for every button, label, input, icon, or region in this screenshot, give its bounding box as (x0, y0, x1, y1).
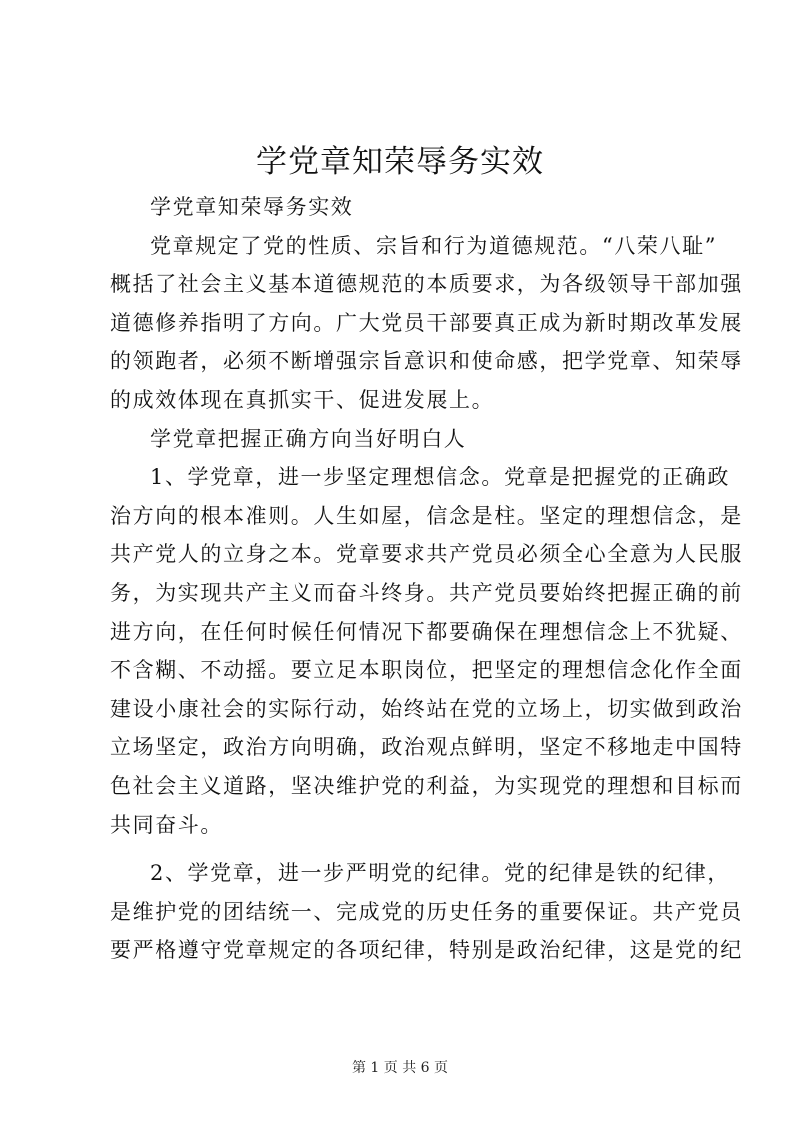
text-line: 道德修养指明了方向。广大党员干部要真正成为新时期改革发展 (110, 310, 743, 335)
text-line: 共产党人的立身之本。党章要求共产党员必须全心全意为人民服 (110, 542, 743, 567)
subtitle-line: 学党章知荣辱务实效 (150, 195, 354, 219)
text-line: 不含糊、不动摇。要立足本职岗位，把坚定的理想信念化作全面 (110, 658, 743, 683)
text-line: 进方向，在任何时候任何情况下都要确保在理想信念上不犹疑、 (110, 619, 743, 644)
text-line: 务，为实现共产主义而奋斗终身。共产党员要始终把握正确的前 (110, 580, 743, 605)
text-line: 是维护党的团结统一、完成党的历史任务的重要保证。共产党员 (110, 899, 743, 924)
text-line: 共同奋斗。 (110, 812, 223, 837)
text-line: 立场坚定，政治方向明确，政治观点鲜明，坚定不移地走中国特 (110, 735, 743, 760)
text-line: 的成效体现在真抓实干、促进发展上。 (110, 387, 495, 412)
text-line: 2、学党章，进一步严明党的纪律。党的纪律是铁的纪律， (150, 861, 730, 886)
text-line: 党章规定了党的性质、宗旨和行为道德规范。“八荣八耻” (150, 233, 718, 258)
text-line: 概括了社会主义基本道德规范的本质要求，为各级领导干部加强 (110, 272, 743, 297)
text-line: 的领跑者，必须不断增强宗旨意识和使命感，把学党章、知荣辱 (110, 349, 743, 374)
text-line: 要严格遵守党章规定的各项纪律，特别是政治纪律，这是党的纪 (110, 938, 743, 963)
text-line: 治方向的根本准则。人生如屋，信念是柱。坚定的理想信念，是 (110, 503, 743, 528)
section-heading: 学党章把握正确方向当好明白人 (150, 426, 467, 451)
text-line: 色社会主义道路，坚决维护党的利益，为实现党的理想和目标而 (110, 773, 743, 798)
text-line: 建设小康社会的实际行动，始终站在党的立场上，切实做到政治 (110, 696, 743, 721)
paragraph-gap (110, 844, 720, 854)
text-line: 1、学党章，进一步坚定理想信念。党章是把握党的正确政 (150, 465, 730, 490)
document-body (110, 188, 743, 970)
document-title: 学党章知荣辱务实效 (256, 144, 544, 180)
page-footer: 第 1 页 共 6 页 (351, 1060, 449, 1076)
